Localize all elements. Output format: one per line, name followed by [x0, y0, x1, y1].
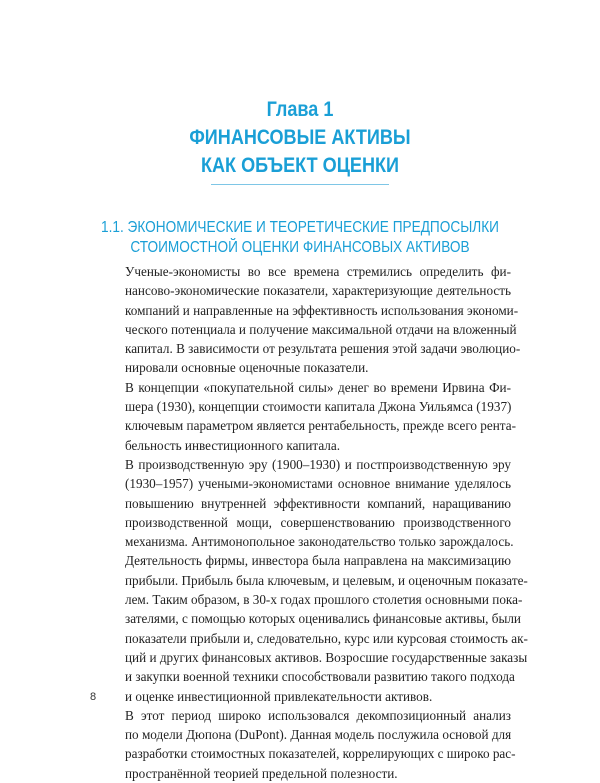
- text-line: ческого потенциала и получение максимальной отдачи на вложенный: [125, 321, 517, 337]
- text-line: механизма. Антимонопольное законодательство только зарождалось.: [125, 534, 514, 550]
- paragraph: [110, 378, 516, 455]
- text-line: ключевым параметром является рентабельность, прежде всего рента-: [125, 418, 516, 434]
- text-line: капитал. В зависимости от результата решения этой задачи эволюцио-: [125, 341, 521, 357]
- text-line: В производственную эру (1900–1930) и постпроизводственную эру: [125, 456, 511, 472]
- text-line: нировали основные оценочные показатели.: [125, 360, 369, 376]
- text-line: нансово-экономические показатели, характеризующие деятельность: [125, 283, 511, 299]
- page-number: 8: [90, 691, 97, 703]
- text-line: ций и других финансовых активов. Возросшие государственные заказы: [125, 649, 528, 665]
- text-line: Деятельность фирмы, инвестора была направлена на максимизацию: [125, 553, 511, 569]
- paragraph: [110, 262, 521, 378]
- chapter-divider: [211, 184, 389, 185]
- chapter-label: Глава 1: [266, 98, 334, 121]
- chapter-title-line-1: ФИНАНСОВЫЕ АКТИВЫ: [189, 126, 411, 149]
- text-line: лем. Таким образом, в 30-х годах прошлого столетия основными пока-: [125, 592, 523, 608]
- text-line: прибыли. Прибыль была ключевым, и целевым, и оценочным показате-: [125, 572, 528, 588]
- text-line: повышению внутренней эффективности компаний, наращиванию: [125, 495, 511, 511]
- text-line: производственной мощи, совершенствованию производственного: [125, 514, 511, 530]
- body-text: [110, 262, 528, 783]
- chapter-title-line-2: КАК ОБЪЕКТ ОЦЕНКИ: [200, 154, 400, 177]
- text-line: Ученые-экономисты во все времена стремились определить фи-: [125, 264, 511, 279]
- text-line: шера (1930), концепции стоимости капитала Джона Уильямса (1937): [125, 399, 512, 415]
- text-line: В этот период широко использовался декомпозиционный анализ: [125, 707, 511, 723]
- text-line: и оценке инвестиционной привлекательности активов.: [125, 688, 433, 704]
- section-heading-line-2: СТОИМОСТНОЙ ОЦЕНКИ ФИНАНСОВЫХ АКТИВОВ: [130, 239, 470, 256]
- text-line: В концепции «покупательной силы» денег во времени Ирвина Фи-: [125, 379, 511, 395]
- text-line: (1930–1957) учеными-экономистами основное внимание уделялось: [125, 476, 511, 492]
- text-line: компаний и направленные на эффективность использования экономи-: [125, 302, 519, 318]
- text-line: по модели Дюпона (DuPont). Данная модель послужила основой для: [125, 727, 512, 743]
- text-line: разработки стоимостных показателей, коррелирующих с широко рас-: [125, 746, 516, 762]
- text-line: зателями, с помощью которых оценивались финансовые активы, были: [125, 611, 521, 627]
- text-line: и закупки военной техники способствовали развитию такого подхода: [125, 669, 515, 685]
- chapter-heading: [0, 98, 600, 178]
- text-line: пространённой теорией предельной полезности.: [125, 765, 398, 781]
- section-heading: [0, 218, 600, 258]
- text-line: показатели прибыли и, следовательно, курс или курсовая стоимость ак-: [125, 630, 528, 646]
- paragraph: [110, 455, 528, 706]
- text-line: бельность инвестиционного капитала.: [125, 437, 341, 453]
- section-heading-line-1: 1.1. ЭКОНОМИЧЕСКИЕ И ТЕОРЕТИЧЕСКИЕ ПРЕДПОСЫЛКИ: [101, 219, 499, 236]
- paragraph: [110, 706, 516, 783]
